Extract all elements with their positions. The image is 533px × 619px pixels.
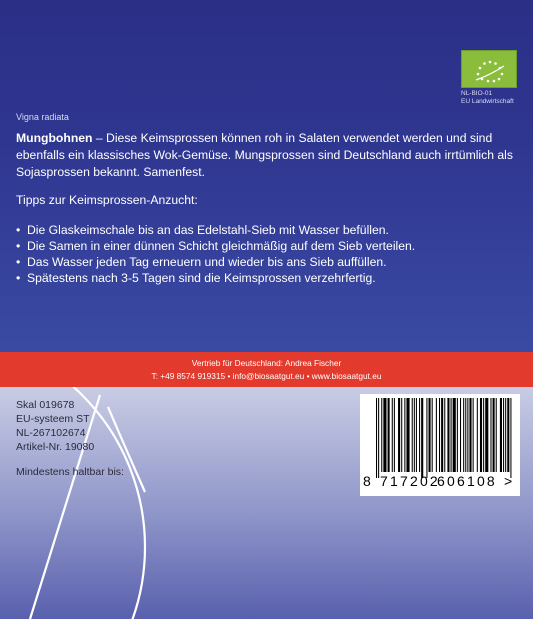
barcode-bar (376, 398, 377, 478)
barcode-digits-right: 606108 (437, 473, 497, 489)
barcode-bar (453, 398, 456, 472)
certification-region: EU Landwirtschaft (461, 98, 514, 105)
contact-line: T: +49 8574 919315 • info@biosaatgut.eu • www.biosaatgut.eu (151, 371, 382, 381)
bullet: • (16, 255, 21, 269)
barcode-bar (401, 398, 402, 472)
barcode-bar (467, 398, 468, 472)
barcode-bar (378, 398, 379, 478)
barcode-bar (416, 398, 417, 472)
barcode-bar (465, 398, 466, 472)
barcode-bar (432, 398, 433, 472)
list-item: • Das Wasser jeden Tag erneuern und wieder bis ans Sieb auffüllen. (16, 255, 387, 269)
certification-caption (461, 90, 514, 106)
eu-organic-leaf-icon (461, 50, 517, 88)
list-item: • Die Glaskeimschale bis an das Edelstahl-Sieb mit Wasser befüllen. (16, 223, 389, 237)
barcode-bar (496, 398, 497, 472)
barcode-bar (441, 398, 443, 472)
list-item: • Spätestens nach 3-5 Tagen sind die Keimsprossen verzehrfertig. (16, 271, 376, 285)
distribution-band (0, 352, 533, 387)
product-description (16, 130, 521, 181)
barcode-bar (388, 398, 390, 472)
barcode-bar (505, 398, 506, 472)
barcode-bar (483, 398, 484, 472)
species-name: Vigna radiata (16, 112, 69, 122)
system-code: EU-systeem ST (16, 413, 90, 425)
barcode-bar (510, 398, 511, 478)
bullet: • (16, 271, 21, 285)
barcode-bar (507, 398, 509, 472)
barcode-bar (419, 398, 420, 472)
barcode (360, 394, 520, 496)
barcode-bar (447, 398, 449, 472)
barcode-bar (406, 398, 409, 472)
barcode-bar (451, 398, 452, 472)
barcode-bar (383, 398, 386, 472)
barcode-bar (444, 398, 445, 472)
description-text: – Diese Keimsprossen können roh in Salaten verwendet werden und sind ebenfalls ein klassisches Wok-Gemüse. Mungsprossen sind Deutschland auch irrtümlich als Sojasprossen bekannt. Samenfest. (16, 131, 513, 179)
distributor-line: Vertrieb für Deutschland: Andrea Fischer (191, 358, 342, 368)
tips-title: Tipps zur Keimsprossen-Anzucht: (16, 193, 198, 207)
barcode-bar (392, 398, 393, 472)
barcode-digit-lead: 8 (363, 473, 371, 489)
barcode-bar (500, 398, 502, 472)
barcode-bar (412, 398, 413, 472)
bullet: • (16, 223, 21, 237)
barcode-bar (381, 398, 382, 472)
nl-code: NL-267102674 (16, 427, 86, 439)
barcode-bar (463, 398, 464, 472)
barcode-bar (429, 398, 431, 472)
barcode-quiet-mark: > (504, 473, 513, 489)
barcode-bar (426, 398, 427, 478)
barcode-bar (398, 398, 400, 472)
barcode-bar (480, 398, 482, 472)
certification-code: NL-BIO-01 (461, 90, 493, 97)
barcode-bar (493, 398, 495, 472)
bullet: • (16, 239, 21, 253)
best-before-label: Mindestens haltbar bis: (16, 466, 124, 478)
barcode-bar (439, 398, 440, 472)
skal-code: Skal 019678 (16, 399, 75, 411)
barcode-bar (436, 398, 437, 472)
barcode-digits-left: 717202 (380, 473, 440, 489)
registration-codes (16, 398, 94, 454)
barcode-bar (421, 398, 423, 478)
barcode-bar (469, 398, 471, 472)
barcode-bar (460, 398, 461, 472)
barcode-bar (394, 398, 395, 472)
product-name: Mungbohnen (16, 131, 93, 145)
barcode-digits (360, 473, 520, 493)
barcode-bar (503, 398, 504, 472)
tips-list (16, 222, 415, 286)
barcode-bar (490, 398, 491, 472)
barcode-bar (457, 398, 458, 472)
barcode-bar (477, 398, 478, 472)
barcode-bar (414, 398, 415, 472)
barcode-bar (404, 398, 405, 472)
article-number: Artikel-Nr. 19080 (16, 441, 95, 453)
list-item: • Die Samen in einer dünnen Schicht gleichmäßig auf dem Sieb verteilen. (16, 239, 416, 253)
barcode-bar (485, 398, 488, 472)
barcode-bar (473, 398, 474, 472)
